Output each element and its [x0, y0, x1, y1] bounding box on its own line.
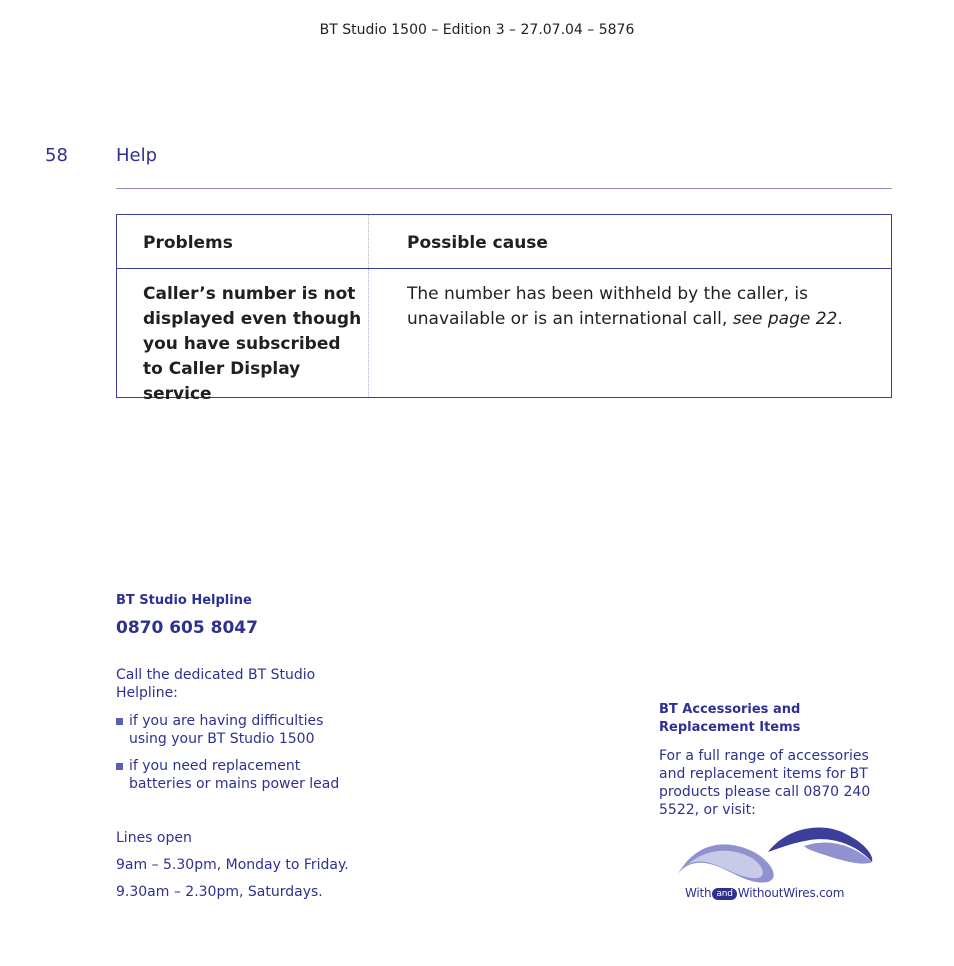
header-possible-cause: Possible cause	[407, 233, 548, 253]
section-title: Help	[116, 145, 158, 166]
helpline-intro: Call the dedicated BT Studio Helpline:	[116, 667, 316, 701]
wave-logo-icon	[676, 822, 876, 886]
accessories-text: For a full range of accessories and replacement items for BT products please call 0870 240 5522, or visit:	[659, 748, 871, 818]
list-item-text: if you need replacement batteries or mains power lead	[129, 758, 340, 792]
bullet-square-icon	[116, 718, 123, 725]
help-table	[116, 214, 892, 404]
column-divider	[368, 215, 369, 268]
bullet-square-icon	[116, 763, 123, 770]
helpline-title: BT Studio Helpline	[116, 593, 252, 608]
header-problems: Problems	[143, 233, 233, 253]
cause-end: .	[837, 309, 843, 329]
helpline-phone: 0870 605 8047	[116, 618, 258, 638]
cause-page-reference: see page 22	[732, 309, 838, 329]
list-item	[116, 757, 346, 797]
cause-cell	[407, 282, 887, 332]
list-item	[116, 712, 346, 752]
list-item-text: if you are having difficulties using your BT Studio 1500	[129, 713, 324, 747]
logo-without-wires: WithoutWires.com	[737, 886, 845, 900]
page-number: 58	[45, 145, 68, 166]
problem-cell: Caller’s number is not displayed even though you have subscribed to Caller Display service	[143, 284, 362, 404]
accessories-title: BT Accessories and Replacement Items	[659, 702, 801, 735]
header-rule	[116, 188, 892, 189]
hours-weekday: 9am – 5.30pm, Monday to Friday.	[116, 857, 349, 873]
table-header-row	[117, 215, 891, 269]
logo-and-badge: and	[712, 888, 736, 900]
document-header: BT Studio 1500 – Edition 3 – 27.07.04 – 5876	[319, 22, 635, 38]
column-divider	[368, 269, 369, 397]
with-and-without-wires-logo[interactable]	[676, 822, 876, 906]
lines-open: Lines open	[116, 830, 192, 846]
logo-text	[685, 886, 844, 900]
logo-with: With	[685, 886, 712, 900]
cause-text: The number has been withheld by the caller, is unavailable or is an international call,	[407, 284, 808, 329]
hours-saturday: 9.30am – 2.30pm, Saturdays.	[116, 884, 323, 900]
